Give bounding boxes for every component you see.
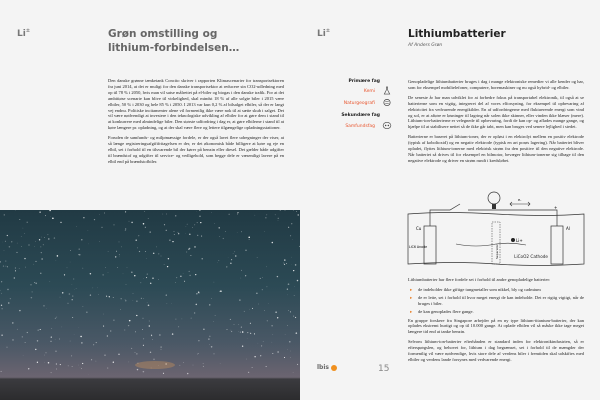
electron-arrow — [510, 202, 530, 206]
paragraph: Genopladelige lithiumbatterier bruges i dag i mange elektroniske remedier vi alle kender og har, som for eksempel mobiltelefoner, computere, boremaskiner og nu også hybrid- og elbiler. — [408, 79, 584, 90]
primary-subjects-label: Primære fag — [348, 79, 380, 84]
ion-arrow — [456, 243, 526, 246]
paragraph: En gruppe forskere fra Singapore arbejder på en ny type lithium-titanium-batterier, der kan oplades ekstremt hurtigt og op til 10.000 gange. At oplade elbilen vil så måske ikke tage meget længere tid end at tanke benzin. — [408, 317, 584, 335]
logo-mark-icon — [331, 365, 337, 371]
title-line: Grøn omstilling og — [108, 28, 218, 40]
advantages-list — [408, 287, 584, 315]
cathode-label: LiCoO2 Cathode — [514, 254, 548, 259]
subject-samfundsfag: Samfundsfag — [345, 124, 375, 129]
cathode-metal-label: Al — [566, 226, 570, 231]
title-line: lithium-forbindelsen… — [108, 42, 240, 54]
subject-kemi: Kemi — [363, 89, 375, 94]
bullet-icon: ▸ — [410, 308, 413, 314]
article-body — [408, 79, 584, 168]
list-item — [408, 295, 584, 307]
paragraph: Lithiumbatterier har flere fordele set i forhold til andre genopladelige batterier: — [408, 277, 551, 282]
cathode-electrode — [551, 226, 563, 264]
li-logo — [17, 28, 30, 39]
light-bulb-icon — [488, 192, 500, 204]
logo-text: lbis — [317, 364, 329, 371]
secondary-subjects-label: Sekundære fag — [341, 113, 380, 118]
logo-sup: ± — [25, 28, 31, 34]
paragraph: Selvom lithium-ion-batterier efterhånden er standard inden for elektronikindustrien, så er efterspørgslen, og behovet for, lithium i dag begrænset, set i forhold til de mængder der formentlig vil være nødvendige, hvis store dele af verdens biler i fremtiden skal udskiftes med elbiler og verdens lande forsynes med vedvarende energi. — [408, 339, 584, 362]
ion-dot — [511, 238, 515, 242]
paragraph: Foruden de samfunds- og miljømæssige fordele, er der også lavet flere udregninger der viser, at så længe registreringsafgiftfritagelsen er der, er det økonomisk både billigere at køre og eje en elbil, set i forhold til en tilsvarende bil der kører på benzin eller diesel. Det gælder både udgifter til brændstof og udgifter til service- og vedligehold, som begge dele er væsentligt lavere på en elbil end på brændstofbiler. — [108, 135, 284, 164]
list-item-text: de er lette, set i forhold til hvor meget energi de kan indeholde. Det er rigtig vigtigt, når de bruges i biler. — [418, 294, 584, 306]
li-logo — [317, 28, 330, 39]
flask-icon — [382, 86, 392, 95]
paragraph: De seneste år har man udviklet for at forbedre fokus på transportabel elektronik, til også at se batterierne som en vigtig, integreret del af vores elforsyning, for eksempel til opbevaring af elektricitet fra vedvarende energikilder. En af udfordringerne med fluktuerende energi som vind og sol, er at aftøre er løsninger til lagring når solen ikke skinner, eller vinden ikke blæser (mere). Lithium-ion-batterierne er velegnede til opbevaring, fordi de kan op- og aflades mange gange, og hjælpe til at stabilisere nettet så de ikke går tabt, men kan bruges ved senere lejlighed i stedet. — [408, 94, 584, 130]
paragraph: Den danske grønne tænketank Concito skriver i rapporten Klimascenarier for transportsektoren fra juni 2014, at det er muligt for den danske transportsektor at reducere sin CO2-udledning med op til 78 % i 2050, hvis man vil satse målrettet på el-biler og biogas i den danske trafik. For at det ambitiøse scenarie kan blive til virkelighed, skal mindst 18 % af alle solgte biler i 2015 være elbiler, 50 % i 2030 og hele 85 % i 2050. I 2013 var kun 0,2 % af bilsalget elbiler, så der er langt vej endnu. Politiske incitamenter alene vil formentlig ikke være nok til at sætte skub i salget. Det vil være nødvendigt at investere i den teknologiske udvikling af elbiler for at gøre dem i stand til at konkurrere med almindelige biler. Den største udfordring i dag er, at gøre elbilerne i stand til at køre længere pr. opladning, og at der skal være flere og lettere tilgængelige opladningsstationer. — [108, 78, 284, 131]
list-item-text: de indeholder ikke giftige tungmetaller som nikkel, bly og cadmium — [418, 286, 541, 292]
right-page — [300, 0, 600, 400]
plus-label: + — [554, 205, 558, 210]
bullet-icon: ▸ — [410, 286, 413, 292]
list-item — [408, 287, 584, 293]
logo-text: Li — [17, 29, 26, 39]
ion-label: Li+ — [516, 238, 523, 243]
logo-sup: ± — [325, 28, 331, 34]
publisher-logo — [317, 364, 337, 371]
article-body — [108, 78, 284, 169]
separator-label: Separator — [495, 244, 499, 259]
page-title: Lithiumbatterier — [408, 28, 506, 40]
logo-text: Li — [317, 29, 326, 39]
battery-diagram — [406, 184, 586, 268]
paragraph: Batterierne er baseret på lithium-ioner, der er opløst i en elektrolyt mellem en positiv elektrode (typisk af koboltoxid) og en negativ elektrode (typisk en art porøs lagering). Når batteriet bliver opladet, flyttes lithium-ionerne med elektrisk strøm fra den positive til den negative elektrode. Når batteriet så drives til for eksempel en bilmotor, bevæger lithium-ionerne sig tilbage til den negative elektrode og driver en strøm rundt i kredsløbet. — [408, 134, 584, 163]
page-title — [108, 27, 239, 55]
byline: Af Anders Grøn — [408, 43, 443, 48]
list-item — [408, 309, 584, 315]
anode-metal-label: Cu — [416, 226, 422, 231]
bulb-base — [492, 204, 496, 209]
bullet-icon: ▸ — [410, 294, 413, 300]
anode-label: LiC6 Anode — [409, 245, 428, 249]
electron-label: e- — [518, 198, 522, 202]
subject-naturgeografi: Naturgeografi — [343, 101, 375, 106]
night-sky-photo — [0, 210, 300, 400]
globe-icon — [382, 98, 392, 107]
page-number: 15 — [378, 364, 390, 374]
article-body-continued — [408, 277, 584, 367]
list-item-text: de kan genoplades flere gange. — [418, 308, 474, 314]
people-icon — [382, 121, 392, 130]
